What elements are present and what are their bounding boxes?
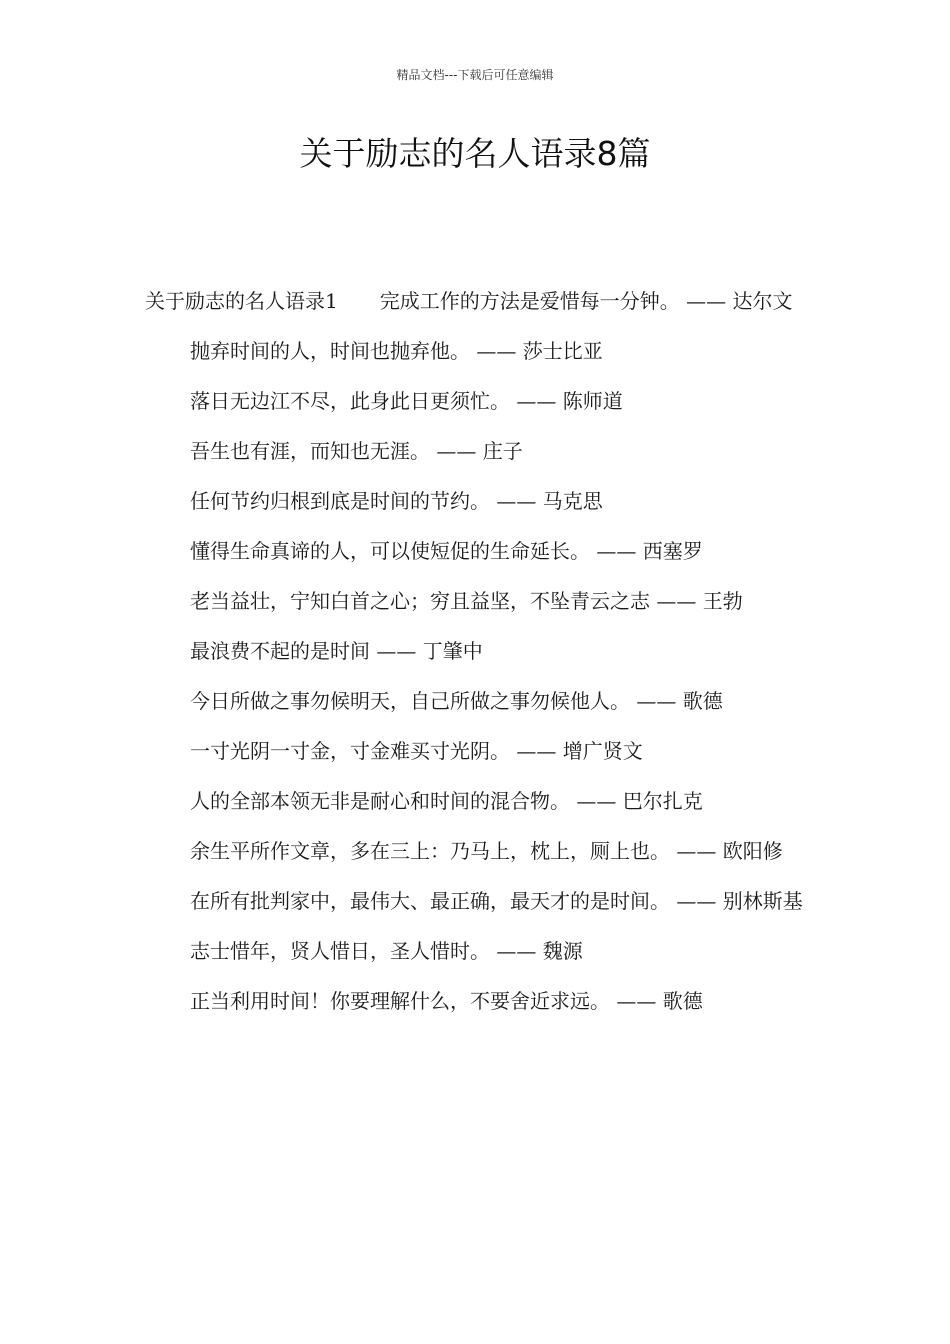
quote-paragraph: 一寸光阴一寸金，寸金难买寸光阴。 —— 增广贤文 bbox=[190, 739, 643, 763]
quote-paragraph: 余生平所作文章，多在三上：乃马上，枕上，厕上也。 —— 欧阳修 bbox=[190, 839, 783, 863]
quote-paragraph: 老当益壮，宁知白首之心；穷且益坚，不坠青云之志 —— 王勃 bbox=[190, 589, 743, 613]
page-title: 关于励志的名人语录8篇 bbox=[299, 134, 651, 173]
quote-paragraph: 任何节约归根到底是时间的节约。 —— 马克思 bbox=[190, 489, 603, 513]
quote-paragraph: 最浪费不起的是时间 —— 丁肇中 bbox=[190, 639, 483, 663]
quote-paragraph: 今日所做之事勿候明天，自己所做之事勿候他人。 —— 歌德 bbox=[190, 689, 723, 713]
quote-text: 完成工作的方法是爱惜每一分钟。 —— 达尔文 bbox=[379, 289, 793, 313]
first-paragraph bbox=[145, 276, 807, 326]
quote-paragraph: 抛弃时间的人，时间也抛弃他。 —— 莎士比亚 bbox=[190, 339, 603, 363]
quote-paragraph: 懂得生命真谛的人，可以使短促的生命延长。 —— 西塞罗 bbox=[190, 539, 703, 563]
header-note: 精品文档---下载后可任意编辑 bbox=[396, 68, 554, 82]
quote-paragraph: 正当利用时间！你要理解什么，不要舍近求远。 —— 歌德 bbox=[190, 989, 703, 1013]
quote-paragraph: 志士惜年，贤人惜日，圣人惜时。 —— 魏源 bbox=[190, 939, 583, 963]
quote-paragraph: 吾生也有涯，而知也无涯。 —— 庄子 bbox=[190, 439, 523, 463]
quote-paragraph: 在所有批判家中，最伟大、最正确，最天才的是时间。 —— 别林斯基 bbox=[190, 889, 803, 913]
document-body bbox=[145, 276, 807, 1026]
section-label: 关于励志的名人语录1 bbox=[145, 289, 338, 313]
quote-paragraph: 人的全部本领无非是耐心和时间的混合物。 —— 巴尔扎克 bbox=[190, 789, 703, 813]
quote-paragraph: 落日无边江不尽，此身此日更须忙。 —— 陈师道 bbox=[190, 389, 623, 413]
